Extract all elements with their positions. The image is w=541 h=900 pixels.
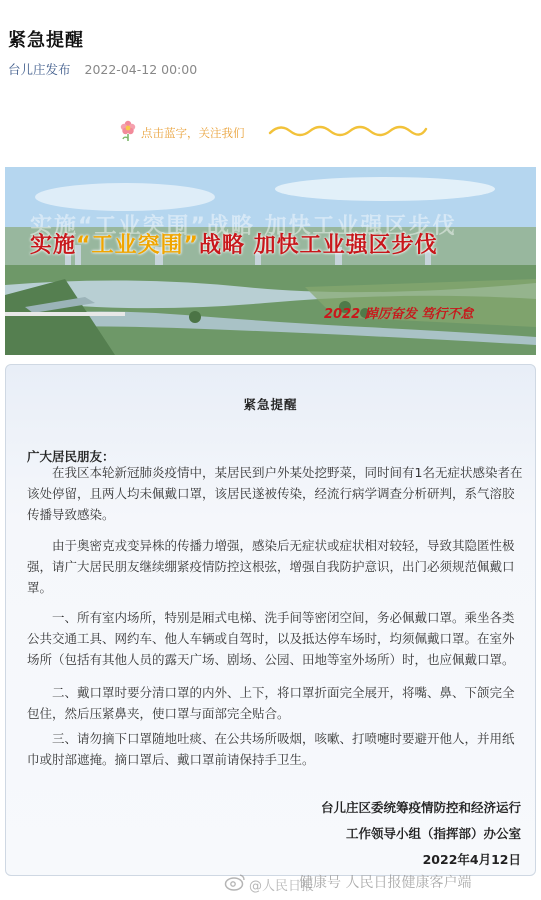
banner-headline-suffix: 战略 加快工业强区步伐 bbox=[198, 233, 438, 258]
account-link[interactable]: 台儿庄发布 bbox=[8, 62, 71, 77]
banner-headline-prefix: 实施 bbox=[30, 233, 77, 258]
notice-paragraph: 三、请勿摘下口罩随地吐痰、在公共场所吸烟，咳嗽、打喷嚏时要避开他人，并用纸巾或肘部遮掩。摘口罩后、戴口罩前请保持手卫生。 bbox=[27, 731, 515, 767]
banner-landscape bbox=[5, 167, 536, 355]
watermark-user: @人民日报 bbox=[249, 879, 315, 894]
banner-slogan: 2022 踔厉奋发 笃行不怠 bbox=[324, 307, 474, 322]
notice-salutation: 广大居民朋友： bbox=[27, 449, 115, 464]
follow-text[interactable]: 点击蓝字，关注我们 bbox=[141, 126, 245, 140]
watermark-text: 健康号 人民日报健康客户端 bbox=[299, 875, 472, 891]
banner-headline bbox=[30, 228, 438, 259]
notice-paragraph: 在我区本轮新冠肺炎疫情中，某居民到户外某处挖野菜，同时间有1名无症状感染者在该处停留，且两人均未佩戴口罩，该居民遂被传染，经流行病学调查分析研判，系气溶胶传播导致感染。 bbox=[27, 465, 523, 522]
notice-paragraph: 由于奥密克戎变异株的传播力增强，感染后无症状或症状相对较轻，导致其隐匿性极强，请广大居民朋友继续绷紧疫情防控这根弦，增强自我防护意识，出门必须规范佩戴口罩。 bbox=[27, 538, 515, 595]
article-title: 紧急提醒 bbox=[8, 30, 84, 51]
notice-paragraph: 二、戴口罩时要分清口罩的内外、上下，将口罩折面完全展开，将嘴、鼻、下颌完全包住，然后压紧鼻夹，使口罩与面部完全贴合。 bbox=[27, 685, 515, 721]
publish-time: 2022-04-12 00:00 bbox=[84, 62, 198, 77]
wave-icon bbox=[268, 121, 428, 139]
weibo-icon bbox=[224, 873, 246, 891]
article-meta bbox=[8, 60, 197, 78]
banner-headline-quote: “工业突围” bbox=[76, 233, 199, 258]
banner-image bbox=[5, 167, 536, 355]
signature-date: 2022年4月12日 bbox=[422, 852, 521, 867]
flower-icon bbox=[118, 118, 138, 142]
notice-title: 紧急提醒 bbox=[243, 397, 298, 412]
notice-paragraph: 一、所有室内场所，特别是厢式电梯、洗手间等密闭空间，务必佩戴口罩。乘坐各类公共交通工具、网约车、他人车辆或自驾时，以及抵达停车场时，均须佩戴口罩。在室外场所（包括有其他人员的露天广场、剧场、公园、田地等室外场所）时，也应佩戴口罩。 bbox=[27, 610, 515, 667]
follow-bar[interactable] bbox=[0, 110, 541, 150]
signature-line-1: 台儿庄区委统筹疫情防控和经济运行 bbox=[320, 800, 521, 815]
signature-line-2: 工作领导小组（指挥部）办公室 bbox=[345, 826, 521, 841]
banner-ghost-text: 实施“工业突围”战略 加快工业强区步伐 bbox=[30, 214, 457, 239]
